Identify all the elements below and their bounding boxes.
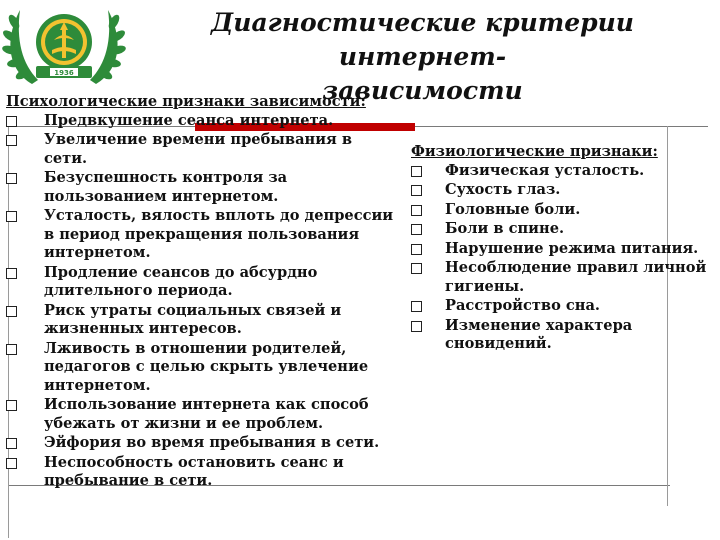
list-item-text: Физическая усталость. — [445, 161, 645, 179]
hollow-square-bullet-icon — [6, 458, 17, 469]
list-item — [411, 240, 709, 259]
list-item-text: Нарушение режима питания. — [445, 239, 699, 257]
hollow-square-bullet-icon — [411, 166, 422, 177]
hollow-square-bullet-icon — [411, 224, 422, 235]
hollow-square-bullet-icon — [411, 301, 422, 312]
list-item — [411, 317, 709, 354]
list-item-text: Предвкушение сеанса интернета. — [44, 111, 334, 129]
hollow-square-bullet-icon — [411, 205, 422, 216]
list-item — [411, 259, 709, 296]
physiological-signs-column — [411, 143, 709, 355]
list-item — [411, 201, 709, 220]
list-item — [6, 112, 398, 131]
list-item-text: Продление сеансов до абсурдно длительного периода. — [44, 263, 318, 299]
hollow-square-bullet-icon — [6, 400, 17, 411]
list-item-text: Усталость, вялость вплоть до депрессии в период прекращения пользования интернетом. — [44, 207, 394, 261]
list-item-text: Лживость в отношении родителей, педагогов с целью скрыть увлечение интернетом. — [44, 339, 369, 394]
hollow-square-bullet-icon — [411, 263, 422, 274]
list-item-text: Несоблюдение правил личной гигиены. — [445, 259, 707, 295]
physiological-signs-list — [411, 162, 709, 354]
psychological-signs-column — [6, 93, 398, 492]
hollow-square-bullet-icon — [6, 344, 17, 355]
list-item — [6, 169, 398, 206]
list-item-text: Эйфория во время пребывания в сети. — [44, 434, 380, 451]
university-emblem-logo — [2, 0, 126, 92]
list-item-text: Головные боли. — [445, 200, 581, 218]
psychological-signs-list — [6, 112, 398, 491]
list-item — [6, 264, 398, 301]
psychological-signs-heading: Психологические признаки зависимости: — [6, 93, 366, 110]
hollow-square-bullet-icon — [6, 211, 17, 222]
list-item-text: Риск утраты социальных связей и жизненных интересов. — [44, 301, 342, 337]
list-item — [6, 454, 398, 491]
list-item — [6, 434, 398, 453]
list-item-text: Боли в спине. — [445, 220, 565, 237]
list-item — [6, 302, 398, 339]
hollow-square-bullet-icon — [6, 135, 17, 146]
list-item — [6, 207, 398, 263]
list-item — [6, 396, 398, 433]
hollow-square-bullet-icon — [411, 321, 422, 332]
list-item-text: Изменение характера сновидений. — [445, 316, 633, 352]
list-item-text: Расстройство сна. — [445, 297, 600, 314]
list-item-text: Увеличение времени пребывания в сети. — [44, 131, 353, 167]
list-item — [411, 297, 709, 316]
hollow-square-bullet-icon — [6, 116, 17, 127]
logo-year-text: 1936 — [54, 69, 74, 77]
list-item-text: Безуспешность контроля за пользованием интернетом. — [44, 169, 288, 205]
list-item — [411, 181, 709, 200]
physiological-signs-heading: Физиологические признаки: — [411, 143, 658, 160]
hollow-square-bullet-icon — [411, 185, 422, 196]
list-item-text: Неспособность остановить сеанс и пребывание в сети. — [44, 453, 344, 489]
hollow-square-bullet-icon — [6, 438, 17, 449]
list-item-text: Сухость глаз. — [445, 181, 561, 198]
hollow-square-bullet-icon — [6, 173, 17, 184]
list-item — [6, 340, 398, 396]
hollow-square-bullet-icon — [411, 244, 422, 255]
hollow-square-bullet-icon — [6, 306, 17, 317]
list-item — [411, 162, 709, 181]
list-item — [6, 131, 398, 168]
slide-title-line-1: Диагностические критерии интернет- — [211, 8, 634, 71]
list-item — [411, 220, 709, 239]
slide-title-line-2: зависимости — [322, 76, 523, 105]
hollow-square-bullet-icon — [6, 268, 17, 279]
list-item-text: Использование интернета как способ убежать от жизни и ее проблем. — [44, 396, 369, 432]
